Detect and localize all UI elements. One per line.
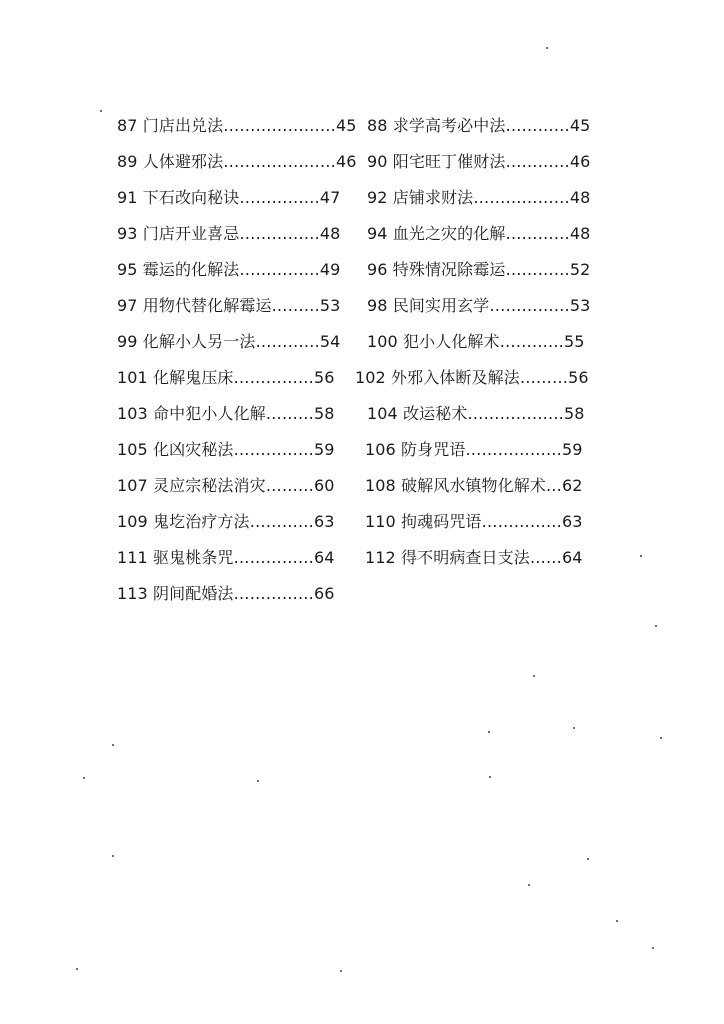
toc-entry (367, 297, 590, 315)
toc-entry (367, 153, 590, 171)
toc-row (117, 549, 607, 585)
toc-entry-page: 46 (569, 152, 591, 171)
toc-entry-page: 49 (319, 260, 341, 279)
toc-entry (367, 189, 590, 207)
toc-entry-title: 96 特殊情况除霉运………… (367, 260, 570, 279)
toc-entry (355, 369, 589, 387)
toc-entry-title: 97 用物代替化解霉运……… (117, 296, 320, 315)
scan-speck (83, 777, 85, 779)
toc-entry-page: 55 (564, 332, 585, 351)
toc-entry-title: 94 血光之灾的化解………… (367, 224, 570, 243)
scan-speck (655, 625, 657, 627)
toc-entry-page: 45 (335, 116, 357, 135)
toc-entry-page: 53 (569, 296, 591, 315)
table-of-contents (117, 117, 607, 621)
toc-entry (367, 261, 590, 279)
toc-entry-page: 66 (314, 584, 335, 603)
toc-entry (117, 261, 340, 279)
toc-entry (117, 405, 335, 423)
scan-speck (112, 744, 114, 746)
toc-row (117, 477, 607, 513)
toc-entry-title: 89 人体避邪法………………… (117, 152, 336, 171)
scan-speck (100, 110, 102, 112)
toc-row (117, 117, 607, 153)
toc-entry-title: 99 化解小人另一法………… (117, 332, 320, 351)
toc-entry-title: 98 民间实用玄学…………… (367, 296, 570, 315)
toc-entry-page: 64 (562, 548, 583, 567)
toc-entry-page: 56 (568, 368, 589, 387)
toc-row (117, 405, 607, 441)
toc-row (117, 153, 607, 189)
toc-entry (117, 441, 335, 459)
toc-entry-title: 92 店铺求财法……………… (367, 188, 570, 207)
scan-speck (573, 727, 575, 729)
toc-row (117, 225, 607, 261)
scan-speck (528, 884, 530, 886)
toc-entry-title: 113 阴间配婚法…………… (117, 584, 315, 603)
toc-entry-title: 91 下石改向秘诀…………… (117, 188, 320, 207)
toc-entry (117, 549, 335, 567)
toc-entry-page: 45 (569, 116, 591, 135)
toc-entry (117, 369, 335, 387)
toc-row (117, 189, 607, 225)
toc-row (117, 441, 607, 477)
toc-entry-title: 111 驱鬼桃条咒…………… (117, 548, 315, 567)
scan-speck (640, 555, 642, 557)
toc-entry-title: 107 灵应宗秘法消灾……… (117, 476, 315, 495)
scan-speck (257, 780, 259, 782)
toc-entry-page: 48 (569, 224, 591, 243)
toc-entry (365, 477, 583, 495)
toc-entry-title: 105 化凶灾秘法…………… (117, 440, 315, 459)
scan-speck (652, 947, 654, 949)
toc-entry-title: 109 鬼圪治疗方法………… (117, 512, 315, 531)
toc-entry-page: 54 (319, 332, 341, 351)
toc-entry (367, 225, 590, 243)
scan-speck (546, 47, 548, 49)
toc-entry-title: 90 阳宅旺丁催财法………… (367, 152, 570, 171)
toc-entry-title: 104 改运秘术……………… (367, 404, 565, 423)
toc-entry-page: 48 (569, 188, 591, 207)
toc-entry (117, 585, 335, 603)
scan-speck (489, 776, 491, 778)
toc-entry-title: 95 霉运的化解法…………… (117, 260, 320, 279)
toc-entry-page: 59 (562, 440, 583, 459)
scan-speck (76, 968, 78, 970)
toc-entry-page: 47 (319, 188, 341, 207)
scan-speck (660, 737, 662, 739)
scan-speck (587, 858, 589, 860)
toc-entry (117, 513, 335, 531)
toc-entry-page: 52 (569, 260, 591, 279)
toc-entry-title: 101 化解鬼压床…………… (117, 368, 315, 387)
toc-entry-page: 53 (319, 296, 341, 315)
toc-entry-title: 112 得不明病查日支法…… (365, 548, 563, 567)
toc-entry-title: 87 门店出兑法………………… (117, 116, 336, 135)
toc-entry (365, 549, 583, 567)
toc-entry (117, 225, 340, 243)
toc-entry (117, 477, 335, 495)
toc-entry-title: 102 外邪入体断及解法……… (355, 368, 569, 387)
toc-entry (367, 333, 585, 351)
toc-entry-title: 88 求学高考必中法………… (367, 116, 570, 135)
scan-speck (533, 675, 535, 677)
toc-entry-page: 58 (564, 404, 585, 423)
toc-entry-page: 62 (562, 476, 583, 495)
toc-entry-page: 64 (314, 548, 335, 567)
toc-entry-title: 106 防身咒语……………… (365, 440, 563, 459)
toc-entry-page: 59 (314, 440, 335, 459)
toc-entry (367, 117, 590, 135)
toc-entry-page: 63 (314, 512, 335, 531)
scan-speck (340, 970, 342, 972)
toc-entry-page: 48 (319, 224, 341, 243)
toc-entry (117, 189, 340, 207)
toc-row (117, 513, 607, 549)
toc-entry-title: 110 拘魂码咒语…………… (365, 512, 563, 531)
toc-row (117, 261, 607, 297)
toc-entry-title: 100 犯小人化解术………… (367, 332, 565, 351)
toc-entry-page: 60 (314, 476, 335, 495)
toc-entry-title: 108 破解风水镇物化解术… (365, 476, 563, 495)
scan-speck (112, 855, 114, 857)
toc-entry-title: 103 命中犯小人化解……… (117, 404, 315, 423)
scan-speck (488, 731, 490, 733)
toc-entry-title: 93 门店开业喜忌…………… (117, 224, 320, 243)
toc-entry (117, 153, 357, 171)
toc-entry (365, 441, 583, 459)
toc-entry (117, 297, 340, 315)
toc-entry-page: 56 (314, 368, 335, 387)
toc-row (117, 297, 607, 333)
toc-entry-page: 46 (335, 152, 357, 171)
toc-row (117, 333, 607, 369)
scan-speck (616, 920, 618, 922)
toc-entry (365, 513, 583, 531)
toc-entry (117, 333, 340, 351)
toc-entry-page: 63 (562, 512, 583, 531)
toc-entry (367, 405, 585, 423)
toc-row (117, 585, 607, 621)
toc-entry (117, 117, 357, 135)
toc-row (117, 369, 607, 405)
toc-entry-page: 58 (314, 404, 335, 423)
